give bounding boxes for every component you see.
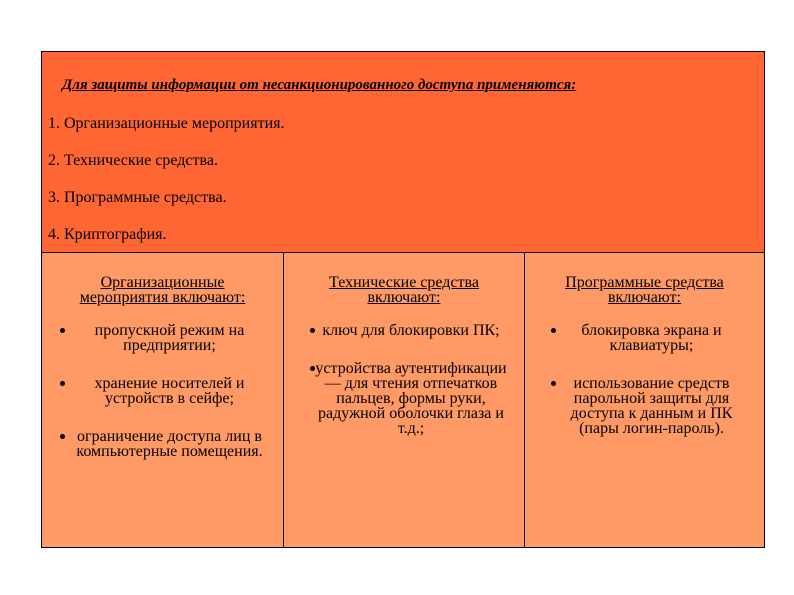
column-title: Программные средства включают: <box>565 274 724 306</box>
list-item-text: использование средств парольной защиты для доступа к данным и ПК (пары логин-пароль). <box>570 375 733 437</box>
measure-item: 1. Организационные мероприятия. <box>48 115 285 132</box>
header-panel <box>42 52 764 253</box>
bullet-icon <box>60 381 65 386</box>
list-item <box>290 361 518 436</box>
list-item-text: хранение носителей и устройств в сейфе; <box>94 375 245 407</box>
column-technical <box>283 253 524 547</box>
list-item-text: пропускной режим на предприятии; <box>94 322 245 354</box>
measures-list <box>48 114 285 262</box>
measure-item: 4. Криптография. <box>48 226 167 243</box>
list-item-text: ключ для блокировки ПК; <box>322 322 500 339</box>
list-item-text: ограничение доступа лиц в компьютерные помещения. <box>76 428 263 460</box>
columns-row <box>42 253 764 547</box>
bullet-icon <box>60 434 65 439</box>
bullet-icon <box>310 366 315 371</box>
column-list <box>290 323 518 436</box>
list-item <box>531 376 758 436</box>
list-item <box>290 323 518 338</box>
list-item <box>48 429 277 459</box>
bullet-icon <box>551 381 556 386</box>
list-item <box>48 376 277 406</box>
list-item-text: блокировка экрана и клавиатуры; <box>581 322 722 354</box>
header-title: Для защиты информации от несанкционированного доступа применяются: <box>62 77 577 93</box>
slide-table <box>41 51 765 548</box>
measure-item: 3. Программные средства. <box>48 189 227 206</box>
bullet-icon <box>60 328 65 333</box>
list-item <box>48 323 277 353</box>
column-title: Организационные мероприятия включают: <box>79 274 246 306</box>
column-software <box>524 253 764 547</box>
list-item <box>531 323 758 353</box>
measure-item: 2. Технические средства. <box>48 152 218 169</box>
column-title: Технические средства включают: <box>329 274 479 306</box>
bullet-icon <box>551 328 556 333</box>
column-list <box>48 323 277 459</box>
column-list <box>531 323 758 436</box>
list-item-text: устройства аутентификации — для чтения отпечатков пальцев, формы руки, радужной оболочки глаза и т.д.; <box>315 360 507 437</box>
bullet-icon <box>310 328 315 333</box>
column-organizational <box>42 253 283 547</box>
